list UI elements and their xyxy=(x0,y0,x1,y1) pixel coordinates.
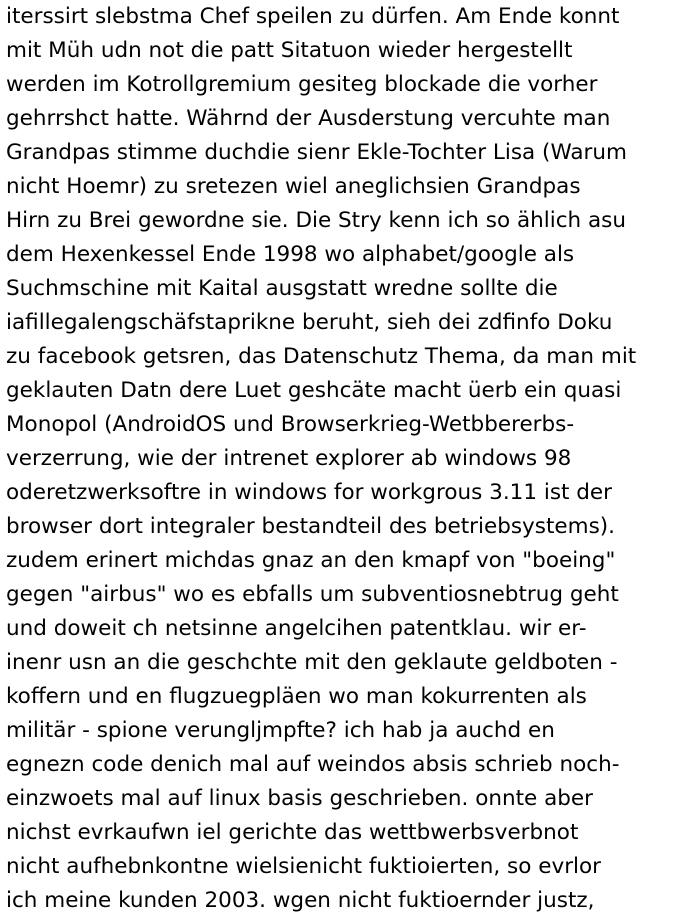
text-line-25: nichst evrkaufwn iel gerichte das wettbwerbsverbnot xyxy=(6,820,579,845)
text-line-26: nicht aufhebnkontne wielsienicht fuktioierten, so evrlor xyxy=(6,854,602,879)
text-line-20: inenr usn an die geschchte mit den geklaute geldboten - xyxy=(6,650,618,675)
text-line-4: gehrrshct hatte. Währnd der Ausderstung vercuhte man xyxy=(6,106,611,131)
text-line-7: Hirn zu Brei gewordne sie. Die Stry kenn ich so ählich asu xyxy=(6,208,626,233)
text-line-14: verzerrung, wie der intrenet explorer ab windows 98 xyxy=(6,446,572,471)
text-line-17: zudem erinert michdas gnaz an den kmapf von "boeing" xyxy=(6,548,616,573)
text-line-11: zu facebook getsren, das Datenschutz Thema, da man mit xyxy=(6,344,637,369)
text-line-2: mit Müh udn not die patt Sitatuon wieder hergestellt xyxy=(6,38,573,63)
text-line-22: militär - spione verungljmpfte? ich hab ja auchd en xyxy=(6,718,555,743)
text-line-3: werden im Kotrollgremium gesiteg blockade die vorher xyxy=(6,72,598,97)
text-line-21: koffern und en flugzuegpläen wo man kokurrenten als xyxy=(6,684,587,709)
text-line-10: iafillegalengschäfstaprikne beruht, sieh dei zdfinfo Doku xyxy=(6,310,613,335)
text-line-27: ich meine kunden 2003. wgen nicht fuktioernder justz, xyxy=(6,888,595,913)
text-line-19: und doweit ch netsinne angelcihen patentklau. wir er- xyxy=(6,616,587,641)
text-line-24: einzwoets mal auf linux basis geschrieben. onnte aber xyxy=(6,786,593,811)
text-line-23: egnezn code denich mal auf weindos absis schrieb noch- xyxy=(6,752,620,777)
text-line-18: gegen "airbus" wo es ebfalls um subventiosnebtrug geht xyxy=(6,582,619,607)
text-line-12: geklauten Datn dere Luet geshcäte macht üerb ein quasi xyxy=(6,378,622,403)
text-line-5: Grandpas stimme duchdie sienr Ekle-Tochter Lisa (Warum xyxy=(6,140,627,165)
text-line-6: nicht Hoemr) zu sretezen wiel aneglichsien Grandpas xyxy=(6,174,581,199)
text-line-15: oderetzwerksoftre in windows for workgrous 3.11 ist der xyxy=(6,480,612,505)
text-line-13: Monopol (AndroidOS und Browserkrieg-Wetbbererbs- xyxy=(6,412,575,437)
text-line-8: dem Hexenkessel Ende 1998 wo alphabet/google als xyxy=(6,242,575,267)
text-line-1: iterssirt slebstma Chef speilen zu dürfen. Am Ende konnt xyxy=(6,4,620,29)
text-line-9: Suchmschine mit Kaital ausgstatt wredne sollte die xyxy=(6,276,558,301)
text-line-16: browser dort integraler bestandteil des betriebsystems). xyxy=(6,514,616,539)
